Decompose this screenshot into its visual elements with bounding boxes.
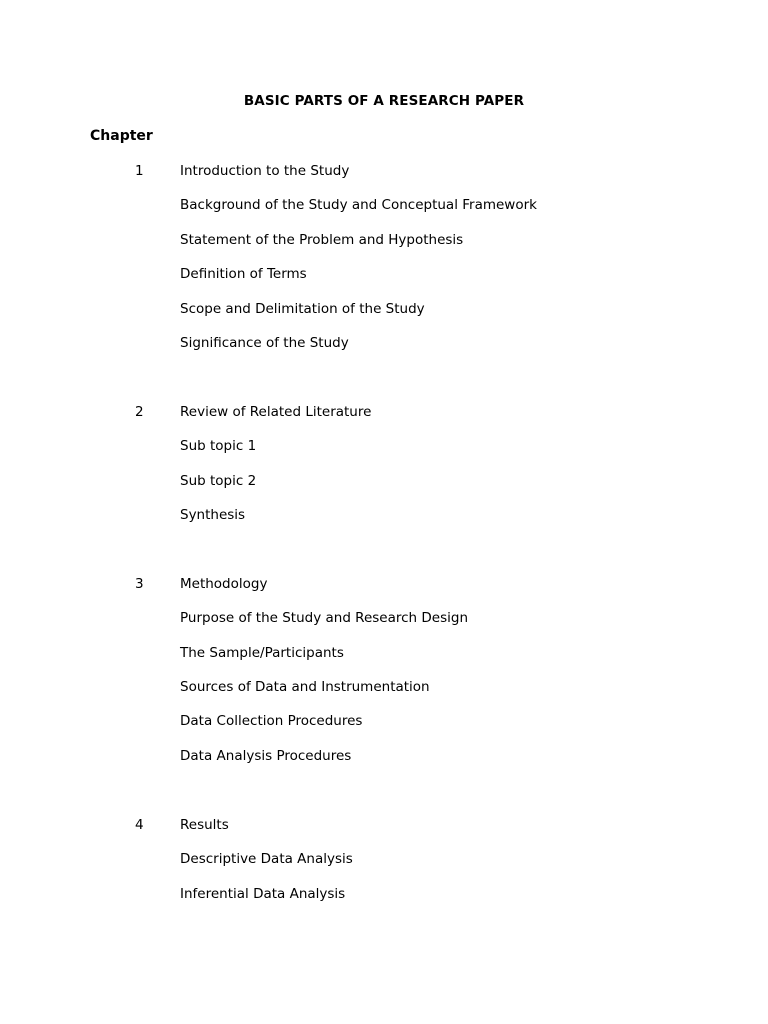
section-item: Purpose of the Study and Research Design: [180, 610, 469, 627]
chapter-number: 3: [135, 575, 144, 592]
section-item: Descriptive Data Analysis: [180, 851, 353, 868]
section-item: Data Analysis Procedures: [180, 747, 352, 764]
section-item: Background of the Study and Conceptual Framework: [180, 197, 537, 214]
chapter-title: Results: [180, 816, 229, 833]
chapter-number: 4: [135, 816, 144, 833]
chapter-list: [0, 162, 768, 953]
chapter-block: [0, 816, 768, 919]
chapter-section-list: [180, 162, 768, 368]
chapter-title: Review of Related Literature: [180, 403, 372, 420]
section-item: Significance of the Study: [180, 334, 349, 351]
section-item: Definition of Terms: [180, 266, 307, 283]
chapter-heading: Chapter: [90, 128, 153, 144]
chapter-title: Methodology: [180, 575, 268, 592]
chapter-section-list: [180, 816, 768, 919]
section-item: Statement of the Problem and Hypothesis: [180, 231, 464, 248]
chapter-number: 2: [135, 403, 144, 420]
page-title: BASIC PARTS OF A RESEARCH PAPER: [243, 93, 525, 109]
chapter-block: [0, 403, 768, 541]
section-item: Scope and Delimitation of the Study: [180, 300, 425, 317]
section-item: Sub topic 1: [180, 438, 257, 455]
section-item: Synthesis: [180, 507, 246, 524]
chapter-number: 1: [135, 163, 144, 179]
section-item: Inferential Data Analysis: [180, 885, 346, 902]
section-item: Data Collection Procedures: [180, 713, 363, 730]
chapter-title: Introduction to the Study: [180, 163, 350, 179]
chapter-section-list: [180, 403, 768, 541]
chapter-block: [0, 162, 768, 368]
section-item: Sources of Data and Instrumentation: [180, 679, 430, 696]
section-item: The Sample/Participants: [180, 644, 344, 661]
section-item: Sub topic 2: [180, 472, 257, 489]
chapter-section-list: [180, 575, 768, 781]
chapter-block: [0, 575, 768, 781]
